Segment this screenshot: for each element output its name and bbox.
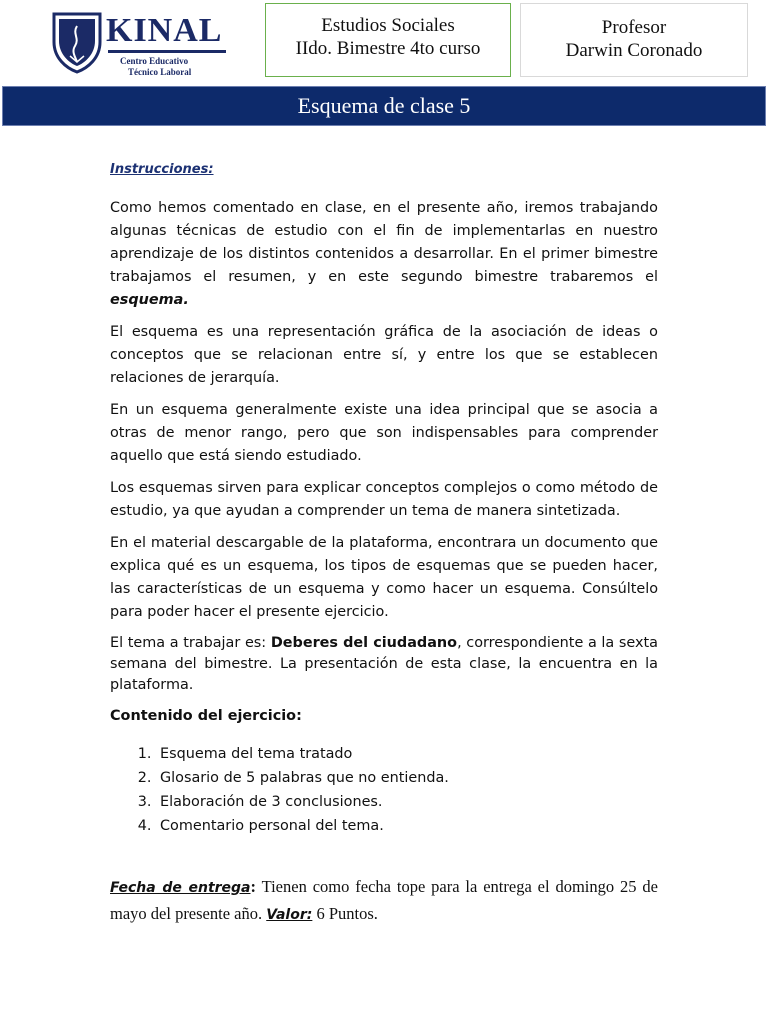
paragraph-intro-emphasis: esquema.	[110, 292, 189, 308]
school-logo	[52, 12, 232, 77]
value-label: Valor:	[266, 907, 313, 923]
list-item: 3. Elaboración de 3 conclusiones.	[156, 790, 658, 814]
logo-brand: KINAL	[106, 12, 223, 49]
due-date-colon: :	[250, 877, 256, 896]
paragraph-definition: El esquema es una representación gráfica de la asociación de ideas o conceptos que se relacionan entre sí, y entre los que se establecen relaciones de jerarquía.	[110, 324, 658, 386]
paragraph-intro-text: Como hemos comentado en clase, en el presente año, iremos trabajando algunas técnicas de estudio con el fin de implementarlas en nuestro aprendizaje de los distintos contenidos a desarrollar. En el primer bimestre trabajamos el resumen, y en este segundo bimestre trabaremos el	[110, 200, 658, 285]
teacher-box	[520, 3, 748, 77]
paragraph-topic	[110, 633, 658, 696]
logo-subtitle-1: Centro Educativo	[120, 56, 189, 66]
course-period: IIdo. Bimestre 4to curso	[295, 38, 481, 59]
topic-prefix: El tema a trabajar es:	[110, 635, 271, 651]
exercise-list	[110, 742, 658, 838]
list-item: 4. Comentario personal del tema.	[156, 814, 658, 838]
document-body	[110, 158, 658, 838]
topic-suffix: , correspondiente a la sexta semana del bimestre. La presentación de esta clase, la encuentra en la plataforma.	[110, 635, 658, 693]
paragraph-intro	[110, 197, 658, 312]
due-date-note	[110, 874, 658, 928]
shield-icon	[52, 12, 102, 74]
topic-name: Deberes del ciudadano	[270, 635, 458, 651]
due-date-label: Fecha de entrega	[110, 880, 251, 896]
paragraph-purpose: Los esquemas sirven para explicar conceptos complejos o como método de estudio, ya que ayudan a comprender un tema de manera sintetizada.	[110, 480, 658, 519]
list-item: 1. Esquema del tema tratado	[156, 742, 658, 766]
teacher-label: Profesor	[601, 17, 667, 38]
logo-rule	[108, 50, 226, 53]
page-title: Esquema de clase 5	[2, 86, 766, 126]
course-name: Estudios Sociales	[321, 15, 455, 36]
teacher-name: Darwin Coronado	[565, 40, 703, 61]
paragraph-material: En el material descargable de la plataforma, encontrara un documento que explica qué es un esquema, los tipos de esquemas que se pueden hacer, las características de un esquema y como hacer un esquema. Consúltelo para poder hacer el presente ejercicio.	[110, 535, 658, 620]
course-box	[265, 3, 511, 77]
list-item: 2. Glosario de 5 palabras que no entienda.	[156, 766, 658, 790]
value-text: 6 Puntos.	[312, 904, 378, 923]
content-heading: Contenido del ejercicio:	[110, 708, 302, 724]
instructions-heading: Instrucciones:	[110, 162, 214, 177]
paragraph-main-idea: En un esquema generalmente existe una idea principal que se asocia a otras de menor rango, pero que son indispensables para comprender aquello que está siendo estudiado.	[110, 402, 658, 464]
due-date-text: Tienen como fecha tope para la entrega el domingo 25 de mayo del presente año.	[110, 877, 658, 923]
logo-subtitle-2: Técnico Laboral	[128, 67, 192, 77]
